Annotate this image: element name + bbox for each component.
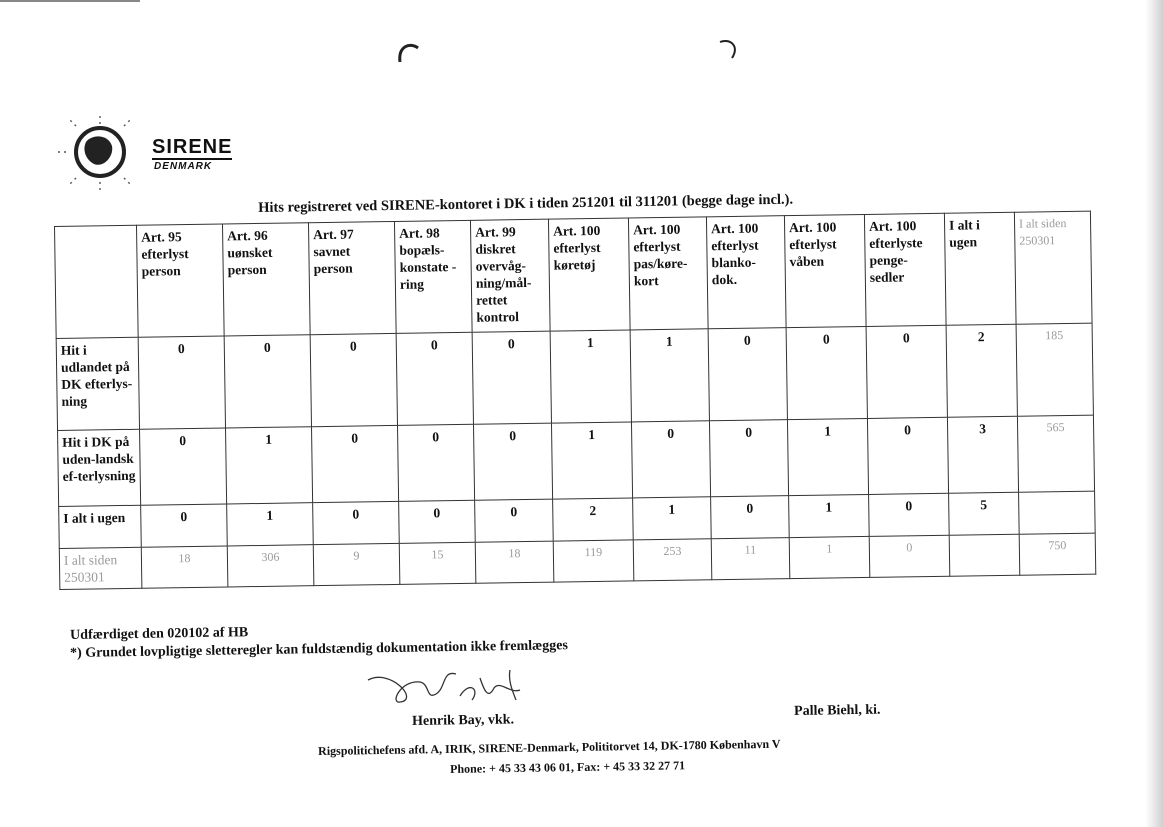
table-cell: 18	[475, 541, 554, 583]
table-cell: 1	[633, 497, 712, 540]
signature-icon	[360, 660, 550, 720]
table-cell: 0	[312, 425, 399, 502]
table-cell: 0	[141, 504, 228, 547]
table-cell: 0	[224, 335, 311, 428]
table-cell: 9	[313, 543, 400, 585]
header-art100-blank-docs: Art. 100 efterlyst blanko-dok.	[706, 216, 786, 329]
table-cell: 1	[551, 422, 632, 499]
deletion-note: *) Grundet lovpligtige sletteregler kan fuldstændig dokumentation ikke fremlægges	[70, 638, 568, 661]
header-total-week: I alt i ugen	[944, 212, 1016, 325]
header-total-since: I alt siden 250301	[1014, 211, 1092, 324]
header-art100-banknotes: Art. 100 efterlyste penge-sedler	[864, 213, 946, 326]
table-cell: 15	[399, 542, 476, 584]
table-cell: 0	[869, 493, 950, 536]
signer-left: Henrik Bay, vkk.	[412, 712, 515, 729]
header-art95: Art. 95 efterlyst person	[136, 224, 224, 337]
table-cell: 0	[396, 332, 473, 425]
header-cell-empty	[55, 225, 139, 338]
scan-edge-right	[1145, 0, 1163, 827]
table-cell: 0	[708, 328, 787, 421]
table-cell: 0	[399, 500, 476, 543]
table-cell: 306	[227, 545, 314, 587]
header-art99: Art. 99 diskret overvåg-ning/mål-rettet kontrol	[470, 219, 550, 332]
table-cell: 0	[138, 336, 225, 429]
table-cell: 0	[140, 428, 227, 505]
table-cell: 1	[789, 494, 870, 537]
row-label: I alt i ugen	[59, 505, 142, 548]
punch-hole-right-icon	[716, 38, 742, 64]
table-cell	[949, 534, 1020, 576]
table-cell: 0	[473, 423, 552, 500]
header-art96: Art. 96 uønsket person	[222, 223, 310, 336]
table-cell: 1	[226, 427, 313, 504]
table-cell: 0	[475, 499, 554, 542]
table-cell: 0	[397, 424, 474, 501]
prepared-by: Udfærdiget den 020102 af HB	[70, 625, 249, 643]
header-art100-weapon: Art. 100 efterlyst våben	[784, 214, 866, 327]
table-cell: 0	[867, 417, 948, 494]
table-cell: 18	[141, 546, 228, 588]
table-cell	[1019, 491, 1096, 534]
document-title: Hits registreret ved SIRENE-kontoret i DK i tiden 251201 til 311201 (begge dage incl.).	[258, 191, 794, 216]
row-label: I alt siden 250301	[59, 547, 142, 589]
table-cell: 5	[949, 492, 1020, 535]
header-art100-vehicle: Art. 100 efterlyst køretøj	[548, 218, 630, 331]
table-cell: 1	[550, 330, 631, 423]
table-cell: 0	[313, 501, 400, 544]
logo-name: SIRENE	[152, 136, 233, 158]
table-cell: 11	[711, 538, 790, 580]
header-art97: Art. 97 savnet person	[308, 221, 396, 334]
table-cell: 1	[789, 536, 870, 578]
table-header-row	[55, 211, 1093, 338]
table-cell: 2	[946, 324, 1017, 417]
table-cell: 0	[631, 421, 710, 498]
office-address: Rigspolitichefens afd. A, IRIK, SIRENE-Denmark, Polititorvet 14, DK-1780 København V	[318, 736, 781, 758]
table-cell: 1	[227, 503, 314, 546]
table-cell: 185	[1016, 323, 1093, 416]
table-cell: 0	[310, 333, 397, 426]
signer-right: Palle Biehl, ki.	[794, 702, 881, 719]
table-cell: 0	[866, 325, 947, 418]
table-row	[56, 323, 1093, 430]
table-cell: 1	[630, 329, 709, 422]
table-cell: 0	[869, 535, 950, 577]
row-label: Hit i DK på uden-landsk ef-terlysning	[58, 429, 141, 506]
table-cell: 750	[1019, 533, 1096, 575]
table-cell: 119	[553, 540, 634, 582]
table-cell: 0	[709, 420, 788, 497]
hits-table	[54, 211, 1096, 590]
table-cell: 0	[786, 326, 867, 419]
header-art100-passport: Art. 100 efterlyst pas/køre-kort	[628, 217, 708, 330]
header-art98: Art. 98 bopæls-konstate -ring	[394, 220, 472, 333]
scan-edge-top	[0, 0, 140, 2]
hits-table-container	[54, 211, 1095, 590]
table-cell: 253	[633, 539, 712, 581]
table-cell: 1	[787, 418, 868, 495]
table-cell: 565	[1017, 415, 1094, 492]
punch-hole-left-icon	[396, 42, 422, 68]
row-label: Hit i udlandet på DK efterlys-ning	[56, 337, 139, 430]
logo-subtitle: DENMARK	[154, 161, 213, 172]
office-phone: Phone: + 45 33 43 06 01, Fax: + 45 33 32 27 71	[450, 758, 686, 776]
table-cell: 0	[711, 496, 790, 539]
table-cell: 0	[472, 331, 551, 424]
table-cell: 2	[553, 498, 634, 541]
table-cell: 3	[947, 416, 1018, 493]
